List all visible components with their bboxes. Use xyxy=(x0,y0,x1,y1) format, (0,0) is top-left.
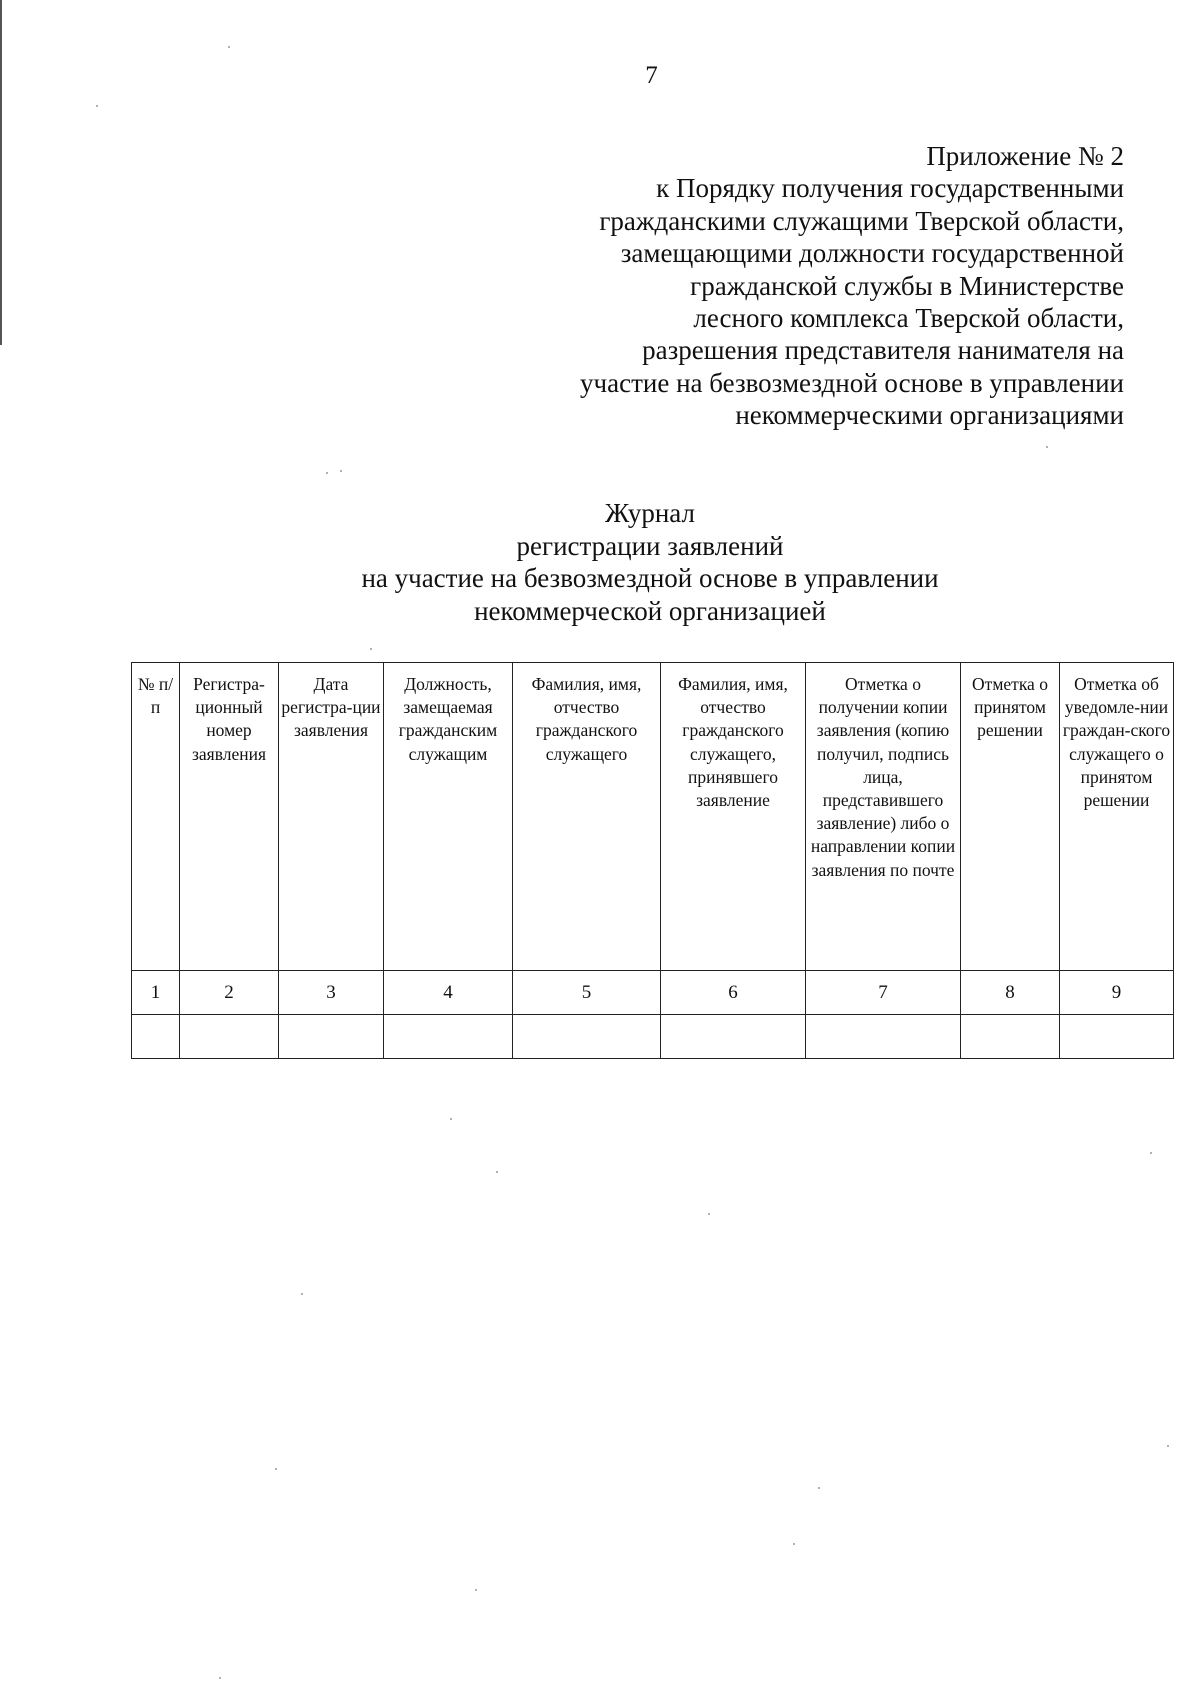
table-header-row xyxy=(132,663,1174,971)
scan-speck xyxy=(219,1677,221,1679)
appendix-line: гражданской службы в Министерстве xyxy=(690,270,1124,301)
appendix-line: Приложение № 2 xyxy=(926,141,1124,171)
journal-title-line: Журнал xyxy=(604,498,696,528)
column-number-cell: 1 xyxy=(132,971,180,1015)
appendix-line: некоммерческими организациями xyxy=(735,400,1124,431)
scan-speck xyxy=(496,1171,498,1173)
header-cell-number: № п/п xyxy=(132,663,180,971)
scan-speck xyxy=(793,1543,795,1545)
appendix-line: к Порядку получения государственными xyxy=(656,173,1124,204)
empty-cell xyxy=(961,1015,1060,1059)
appendix-block xyxy=(484,140,1124,432)
registration-table xyxy=(131,662,1174,1059)
empty-cell xyxy=(180,1015,279,1059)
empty-cell xyxy=(132,1015,180,1059)
column-number-cell: 5 xyxy=(513,971,661,1015)
header-cell-copy-mark: Отметка о получении копии заявления (копию получил, подпись лица, представившего заявление) либо о направлении копии заявления по почте xyxy=(806,663,961,971)
header-cell-receiver-name: Фамилия, имя, отчество гражданского служащего, принявшего заявление xyxy=(661,663,806,971)
scan-speck xyxy=(340,470,342,472)
column-number-cell: 4 xyxy=(384,971,513,1015)
empty-cell xyxy=(661,1015,806,1059)
appendix-line: участие на безвозмездной основе в управлении xyxy=(580,367,1124,398)
page-number: 7 xyxy=(645,62,658,89)
header-cell-notification-mark: Отметка об уведомле-нии граждан-ского служащего о принятом решении xyxy=(1060,663,1174,971)
journal-title xyxy=(250,497,1050,627)
scan-speck xyxy=(818,1487,820,1489)
header-cell-registration-date: Дата регистра-ции заявления xyxy=(279,663,384,971)
column-number-cell: 9 xyxy=(1060,971,1174,1015)
journal-title-line: некоммерческой организацией xyxy=(474,595,826,626)
scan-edge-mark xyxy=(0,0,2,345)
empty-cell xyxy=(1060,1015,1174,1059)
scan-speck xyxy=(475,1589,477,1591)
appendix-line: разрешения представителя нанимателя на xyxy=(642,335,1124,366)
column-number-cell: 7 xyxy=(806,971,961,1015)
table-empty-row xyxy=(132,1015,1174,1059)
scan-speck xyxy=(275,1468,277,1470)
appendix-line: гражданскими служащими Тверской области, xyxy=(599,205,1124,236)
scan-speck xyxy=(228,46,230,48)
scan-speck xyxy=(326,472,328,474)
appendix-line: замещающими должности государственной xyxy=(620,238,1124,269)
empty-cell xyxy=(384,1015,513,1059)
scan-speck xyxy=(301,1293,303,1295)
scan-speck xyxy=(96,105,98,107)
empty-cell xyxy=(513,1015,661,1059)
journal-title-line: регистрации заявлений xyxy=(516,530,784,561)
header-cell-employee-name: Фамилия, имя, отчество гражданского служащего xyxy=(513,663,661,971)
column-number-cell: 2 xyxy=(180,971,279,1015)
journal-title-line: на участие на безвозмездной основе в управлении xyxy=(361,563,939,593)
scan-speck xyxy=(1167,1445,1169,1447)
scan-speck xyxy=(1150,1152,1152,1154)
column-number-cell: 3 xyxy=(279,971,384,1015)
scan-speck xyxy=(370,648,372,650)
table-column-numbers-row xyxy=(132,971,1174,1015)
scan-speck xyxy=(708,1213,710,1215)
header-cell-registration-number: Регистра-ционный номер заявления xyxy=(180,663,279,971)
column-number-cell: 8 xyxy=(961,971,1060,1015)
appendix-line: лесного комплекса Тверской области, xyxy=(693,303,1124,334)
header-cell-position: Должность, замещаемая гражданским служащим xyxy=(384,663,513,971)
header-cell-decision-mark: Отметка о принятом решении xyxy=(961,663,1060,971)
empty-cell xyxy=(806,1015,961,1059)
scan-speck xyxy=(1046,446,1048,448)
scan-speck xyxy=(450,1118,452,1120)
empty-cell xyxy=(279,1015,384,1059)
column-number-cell: 6 xyxy=(661,971,806,1015)
